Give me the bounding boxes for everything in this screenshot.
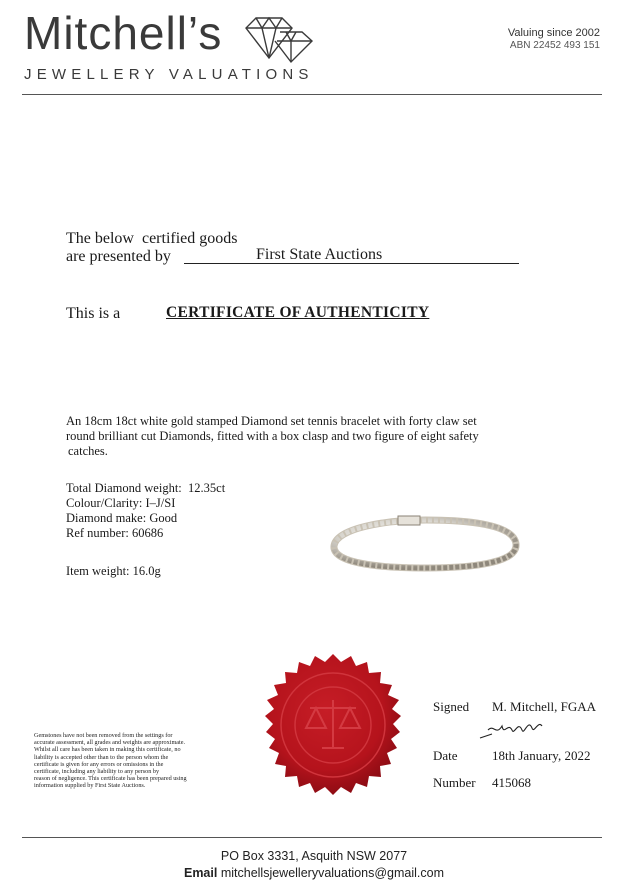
bracelet-photo xyxy=(326,508,520,576)
item-weight: Item weight: 16.0g xyxy=(66,564,161,578)
certificate-title: CERTIFICATE OF AUTHENTICITY xyxy=(166,304,430,321)
description-line: catches. xyxy=(68,444,108,458)
handwritten-signature xyxy=(478,716,556,742)
spec-total-diamond-weight: Total Diamond weight: 12.35ct xyxy=(66,481,226,495)
signed-value: M. Mitchell, FGAA xyxy=(492,699,596,714)
disclaimer-line: liability is accepted other than to the person whom the xyxy=(34,753,169,761)
email-address[interactable]: mitchellsjewelleryvaluations@gmail.com xyxy=(220,866,445,880)
description-line: An 18cm 18ct white gold stamped Diamond set tennis bracelet with forty claw set xyxy=(66,414,477,428)
footer-address: PO Box 3331, Asquith NSW 2077 xyxy=(220,849,408,863)
spec-diamond-make: Diamond make: Good xyxy=(66,511,178,525)
spec-ref-number: Ref number: 60686 xyxy=(66,526,164,540)
brand-name: Mitchell’s xyxy=(24,7,223,59)
disclaimer-line: Gemstones have not been removed from the settings for xyxy=(34,732,173,739)
footer-divider xyxy=(22,837,602,838)
tagline: Valuing since 2002 xyxy=(507,27,600,39)
wax-seal-icon xyxy=(244,652,422,808)
item-description xyxy=(66,414,536,459)
number-label: Number xyxy=(433,775,476,790)
disclaimer-line: reason of negligence. This certificate has been prepared using xyxy=(34,775,187,783)
spec-colour-clarity: Colour/Clarity: I–J/SI xyxy=(66,496,176,510)
certificate-label: This is a xyxy=(66,305,121,322)
header-divider xyxy=(22,94,602,95)
abn-number: ABN 22452 493 151 xyxy=(509,40,600,51)
signed-label: Signed xyxy=(433,699,470,714)
presentation-line-2: are presented by xyxy=(66,248,171,265)
description-line: round brilliant cut Diamonds, fitted with a box clasp and two figure of eight safety xyxy=(66,429,479,443)
disclaimer-line: certificate, including any liability to any person by xyxy=(34,768,160,776)
disclaimer-line: accurate assessment, all grades and weights are approximate. xyxy=(34,739,186,747)
presented-to-name: First State Auctions xyxy=(256,246,383,263)
brand-subtitle: JEWELLERY VALUATIONS xyxy=(24,66,314,83)
number-value: 415068 xyxy=(492,775,531,790)
disclaimer-line: information supplied by First State Auctions. xyxy=(34,782,146,790)
disclaimer-line: Whilst all care has been taken in making this certificate, no xyxy=(34,746,181,754)
disclaimer xyxy=(34,732,240,790)
date-value: 18th January, 2022 xyxy=(492,748,591,763)
diamond-logo-icon xyxy=(244,14,316,64)
email-label: Email xyxy=(183,866,218,880)
presentation-line-1: The below certified goods xyxy=(66,230,238,247)
item-specs xyxy=(66,481,326,541)
date-label: Date xyxy=(433,748,458,763)
footer-email-row xyxy=(0,866,628,880)
disclaimer-line: certificate is given for any errors or omissions in the xyxy=(34,760,164,768)
